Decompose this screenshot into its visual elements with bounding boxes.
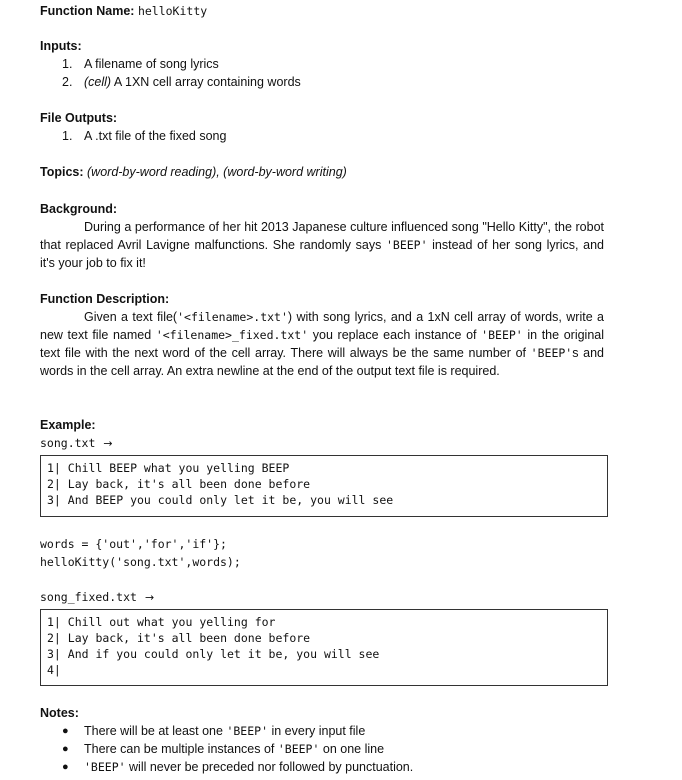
list-number: 2. [62,75,73,89]
output-file-box [40,609,608,686]
code-line: 1| Chill BEEP what you yelling BEEP [47,461,290,475]
input-file-label-line [40,434,113,452]
description-text: in the original text file with the next word of the cell array. There will always be the same number of [40,328,605,360]
bullet-icon: ● [62,743,69,755]
note-text: There can be multiple instances of [84,742,278,756]
code-line: 3| And if you could only let it be, you will see [47,647,380,661]
example-code [40,535,241,571]
description-code: 'BEEP' [481,328,523,342]
input-file-box [40,455,608,517]
example-heading: Example: [40,418,96,432]
note-code: 'BEEP' [226,724,268,738]
description-code: '<filename>_fixed.txt' [155,328,309,342]
note-text: on one line [319,742,385,756]
function-name-value: helloKitty [137,4,208,18]
function-description-heading: Function Description: [40,292,170,306]
note-code: 'BEEP' [84,760,126,774]
list-text: A .txt file of the fixed song [84,129,227,143]
list-item [40,740,413,758]
code-line: words = {'out','for','if'}; [40,537,227,551]
code-line: 2| Lay back, it's all been done before [47,477,311,491]
description-text: s and words in the cell array. An extra newline at the end of the output text file is required. [40,346,604,378]
background-text: instead of her song lyrics, and it's your job to fix it! [40,238,604,270]
arrow-icon: → [103,437,113,450]
code-line: 1| Chill out what you yelling for [47,615,276,629]
background-code: 'BEEP' [385,238,428,252]
list-text: A filename of song lyrics [84,57,219,71]
code-line: 3| And BEEP you could only let it be, you will see [47,493,394,507]
description-text: Given a text file( [84,310,178,324]
function-name-line [40,2,207,20]
note-text: will never be preceded nor followed by punctuation. [125,760,414,774]
list-type: (cell) [84,75,112,89]
topics-value: (word-by-word reading), (word-by-word writing) [87,165,347,179]
bullet-icon: ● [62,725,69,737]
note-text: There will be at least one [84,724,227,738]
output-file-label-line [40,588,154,606]
note-code: 'BEEP' [277,742,320,756]
notes-heading: Notes: [40,706,79,720]
function-description-paragraph [40,308,604,380]
output-file-label: song_fixed.txt [40,590,137,604]
list-item [40,73,301,91]
code-line: 4| [47,663,61,677]
file-outputs-list [40,127,226,145]
bullet-icon: ● [62,761,69,773]
list-text: A 1XN cell array containing words [111,75,301,89]
background-heading: Background: [40,202,118,216]
input-file-label: song.txt [40,436,96,450]
list-item [40,127,226,145]
function-name-label: Function Name: [40,4,135,18]
list-number: 1. [62,57,73,71]
inputs-list [40,55,301,91]
list-item [40,758,413,776]
background-text: During a performance of her hit 2013 Japanese culture influenced song "Hello Kitty", the robot that replaced Avril Lavigne malfunctions. She randomly says [40,220,604,252]
code-line: helloKitty('song.txt',words); [40,555,241,569]
list-item [40,722,413,740]
description-text: you replace each instance of [308,328,482,342]
list-number: 1. [62,129,73,143]
code-line: 2| Lay back, it's all been done before [47,631,311,645]
description-text: ) with song lyrics, and a 1xN cell array of words, write a new text file named [40,310,604,342]
arrow-icon: → [144,591,155,604]
description-code: 'BEEP' [530,346,573,360]
inputs-heading: Inputs: [40,39,82,53]
list-item [40,55,301,73]
background-paragraph [40,218,604,272]
file-outputs-heading: File Outputs: [40,111,118,125]
topics-line [40,163,347,181]
notes-list [40,722,413,776]
note-text: in every input file [268,724,366,738]
topics-label: Topics: [40,165,84,179]
description-code: '<filename>.txt' [177,310,288,324]
